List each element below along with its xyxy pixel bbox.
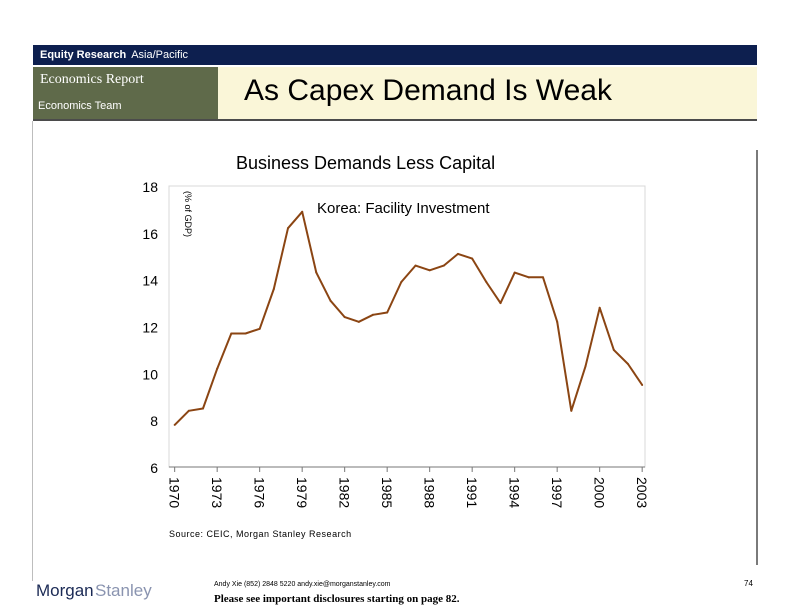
data-point <box>570 410 572 412</box>
x-tick-label: 1976 <box>251 477 268 509</box>
x-ticks <box>175 467 643 472</box>
region-label: Asia/Pacific <box>131 49 189 61</box>
morgan-stanley-logo <box>36 577 152 603</box>
data-point <box>315 272 317 274</box>
data-point <box>301 211 303 213</box>
y-tick-label: 16 <box>142 225 158 242</box>
data-point <box>599 307 601 309</box>
source-note: Source: CEIC, Morgan Stanley Research <box>169 529 352 539</box>
y-tick-label: 8 <box>150 413 158 430</box>
y-tick-label: 18 <box>142 179 158 195</box>
data-point <box>259 328 261 330</box>
data-point <box>556 321 558 323</box>
y-tick-labels <box>142 179 158 476</box>
x-tick-label: 1979 <box>294 477 311 509</box>
data-point <box>273 288 275 290</box>
logo-stanley: Stanley <box>95 581 152 600</box>
report-type: Economics Report <box>40 72 144 87</box>
y-tick-label: 12 <box>142 319 158 336</box>
section-label: Equity Research <box>40 49 127 61</box>
data-point <box>344 316 346 318</box>
data-point <box>202 407 204 409</box>
team-label: Economics Team <box>38 100 122 112</box>
series-group <box>174 211 644 426</box>
data-point <box>500 302 502 304</box>
data-point <box>627 363 629 365</box>
data-point <box>415 265 417 267</box>
data-point <box>330 300 332 302</box>
data-point <box>400 281 402 283</box>
data-point <box>485 281 487 283</box>
y-axis-label: (% of GDP) <box>183 190 193 238</box>
data-point <box>471 258 473 260</box>
page-title: As Capex Demand Is Weak <box>244 74 612 107</box>
data-point <box>613 349 615 351</box>
data-point <box>372 314 374 316</box>
series-line <box>175 212 643 425</box>
data-point <box>641 384 643 386</box>
data-point <box>457 253 459 255</box>
x-tick-label: 1982 <box>336 477 353 509</box>
y-tick-label: 14 <box>142 272 158 289</box>
data-point <box>230 333 232 335</box>
data-point <box>216 368 218 370</box>
x-tick-label: 2003 <box>634 477 651 509</box>
data-point <box>514 272 516 274</box>
y-tick-label: 10 <box>142 366 158 383</box>
x-tick-label: 1994 <box>506 477 523 509</box>
y-tick-label: 6 <box>150 460 158 476</box>
data-point <box>358 321 360 323</box>
x-tick-label: 1985 <box>379 477 396 509</box>
data-point <box>287 227 289 229</box>
series-title: Korea: Facility Investment <box>317 200 490 217</box>
disclosure-note: Please see important disclosures starting on page 82. <box>214 593 460 605</box>
page-number: 74 <box>744 579 753 588</box>
data-point <box>542 276 544 278</box>
data-point <box>585 365 587 367</box>
logo-morgan: Morgan <box>36 581 94 600</box>
plot-frame <box>169 186 645 467</box>
x-tick-label: 1970 <box>166 477 183 509</box>
chart-title: Business Demands Less Capital <box>236 153 496 173</box>
x-tick-label: 1997 <box>549 477 566 509</box>
data-point <box>528 276 530 278</box>
x-tick-label: 2000 <box>591 477 608 509</box>
x-tick-label: 1973 <box>209 477 226 509</box>
data-point <box>429 269 431 271</box>
data-point <box>188 410 190 412</box>
data-point <box>174 424 176 426</box>
data-point <box>386 311 388 313</box>
x-tick-label: 1988 <box>421 477 438 509</box>
analyst-contact: Andy Xie (852) 2848 5220 andy.xie@morganstanley.com <box>214 581 391 588</box>
data-point <box>245 333 247 335</box>
x-tick-label: 1991 <box>464 477 481 509</box>
x-tick-labels <box>167 477 651 508</box>
data-point <box>443 265 445 267</box>
